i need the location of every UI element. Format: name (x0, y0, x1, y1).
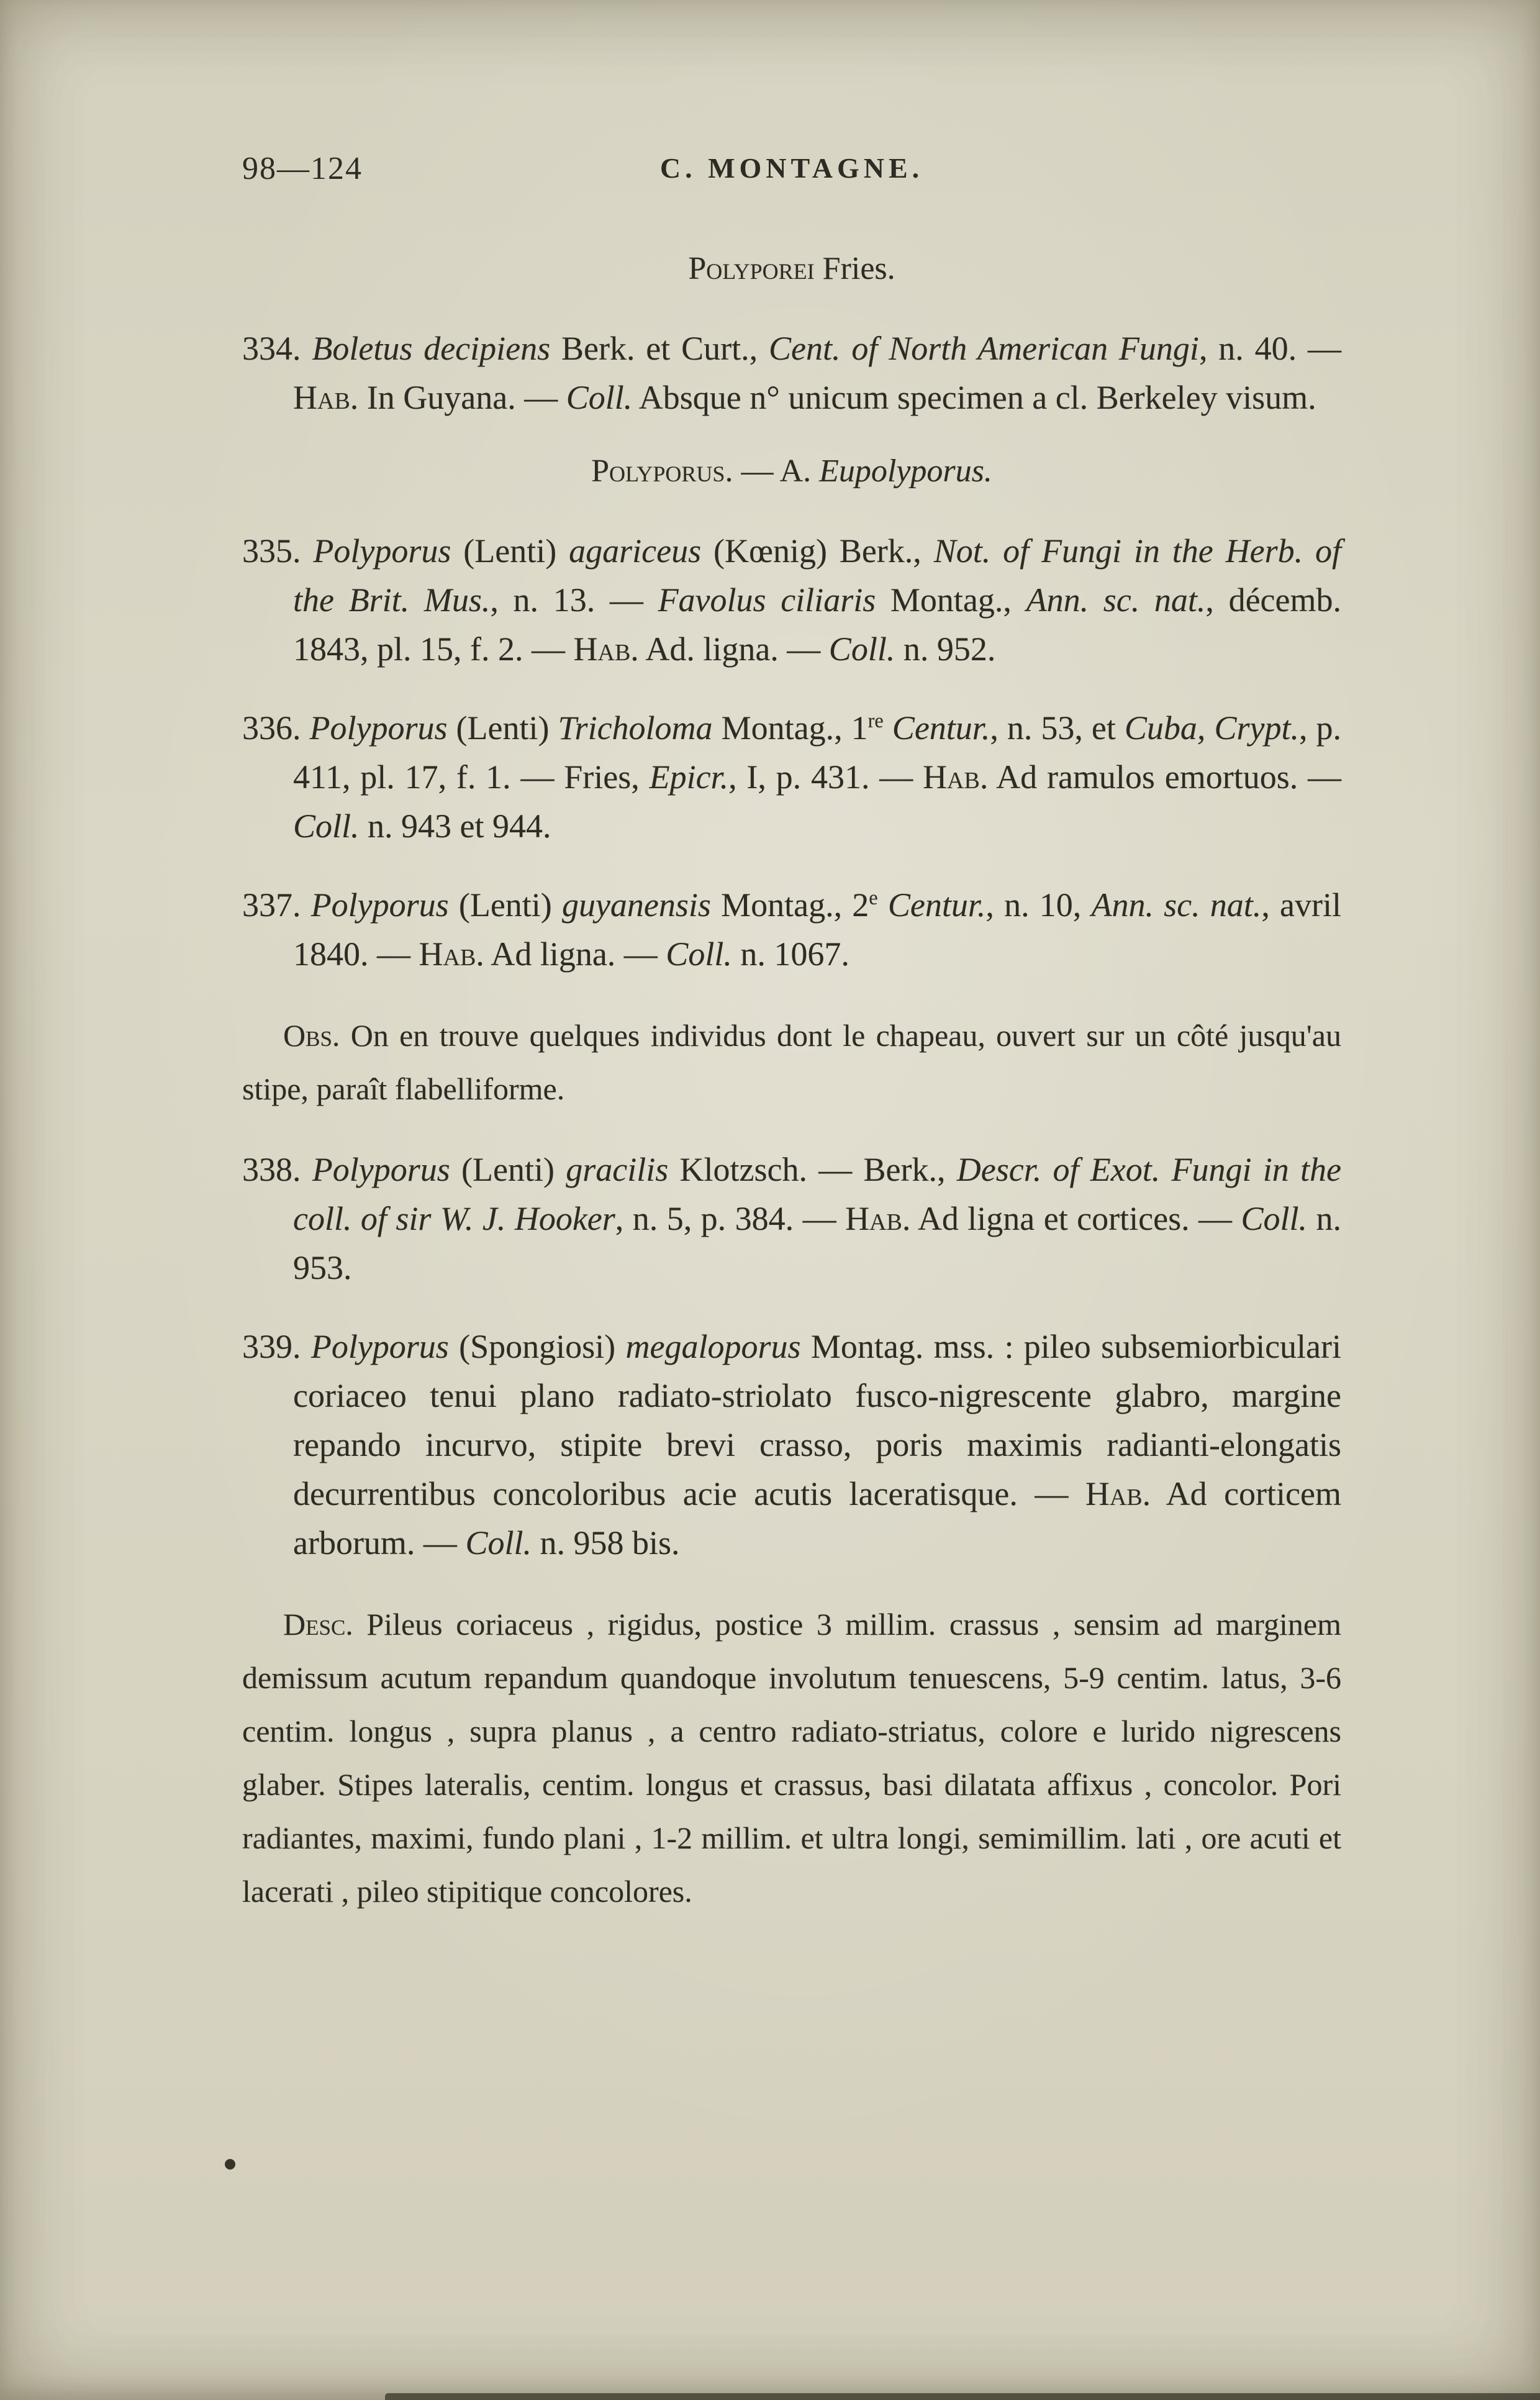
running-head: C. MONTAGNE. (659, 152, 924, 184)
text-segment: (Lenti) (458, 886, 562, 924)
text-segment: On en trouve quelques individus dont le chapeau, ouvert sur un côté jusqu'au stipe, paraît flabelliforme. (242, 1018, 1341, 1106)
text-segment (884, 709, 892, 747)
text-segment: Ann. sc. nat. (1091, 886, 1262, 924)
text-segment: Fries. (814, 251, 895, 286)
text-segment: Ann. sc. nat. (1026, 581, 1206, 619)
text-block (242, 250, 1341, 1948)
text-segment: (Lenti) (461, 1151, 566, 1188)
text-segment: Montag., (890, 581, 1026, 619)
text-segment: Berk. et Curt., (561, 330, 769, 367)
text-segment: 337. (242, 886, 311, 924)
page-header (242, 148, 1341, 191)
text-segment: Hab. (1085, 1475, 1151, 1512)
text-segment: Hab. (845, 1200, 911, 1237)
text-segment: Ad ligna. — (484, 935, 666, 973)
entry-335 (242, 527, 1341, 674)
description-note (242, 1598, 1341, 1918)
subsection-heading-polyporus (242, 452, 1341, 491)
text-segment: Hab. (923, 758, 989, 796)
observation-note (242, 1009, 1341, 1116)
text-segment: (Kœnig) Berk., (713, 532, 934, 570)
scan-edge-artifact (385, 2393, 1540, 2400)
text-segment: Obs. (283, 1018, 340, 1053)
text-segment: Ad ligna et cortices. — (910, 1200, 1241, 1237)
text-segment: Hab. (573, 630, 639, 668)
text-segment: , n. 5, p. 384. — (615, 1200, 846, 1237)
text-segment: n. 953. (293, 1200, 1342, 1286)
entry-336 (242, 704, 1341, 851)
text-segment: n. 958 bis. (531, 1524, 680, 1561)
text-segment: Descr. of Exot. Fungi in the coll. of sir W. J. Hooker (293, 1151, 1342, 1237)
text-segment: Cent. of North American Fungi (769, 330, 1199, 367)
text-segment: Ad ramulos emortuos. — (988, 758, 1342, 796)
text-segment: Not. of Fungi in the Herb. of the Brit. Mus. (293, 532, 1341, 619)
text-segment: , p. 411, pl. 17, f. 1. — Fries, (293, 709, 1341, 796)
text-segment: , n. 13. — (490, 581, 658, 619)
text-segment: , n. 40. — (1198, 330, 1342, 367)
text-segment: Epicr. (649, 758, 729, 796)
text-segment: Eupolyporus. (819, 453, 992, 489)
text-segment: Polyporus (310, 886, 459, 924)
text-segment: Polyporus. (591, 453, 733, 489)
text-segment: Absque n° unicum specimen a cl. Berkeley visum. (632, 379, 1316, 416)
text-segment: In Guyana. — (358, 379, 566, 416)
text-segment: megaloporus (625, 1328, 811, 1365)
text-segment: Pileus coriaceus , rigidus, postice 3 millim. crassus , sensim ad marginem demissum acutum repandum quandoque involutum tenuescens, 5-9 centim. latus, 3-6 centim. longus , supra planus , a centro radiato-striatus, colore e lurido nigrescens glaber. Stipes lateralis, centim. longus et crassus, basi dilatata affixus , concolor. Pori radiantes, maximi, fundo plani , 1-2 millim. et ultra longi, semimillim. lati , ore acuti et lacerati , pileo stipitique concolores. (242, 1607, 1341, 1909)
text-segment: , décemb. 1843, pl. 15, f. 2. — (293, 581, 1341, 668)
text-segment (878, 886, 888, 924)
text-segment: 338. (242, 1151, 312, 1188)
text-segment: , n. 10, (985, 886, 1092, 924)
scan-artifact-dot (225, 2159, 235, 2170)
text-segment: (Spongiosi) (459, 1328, 626, 1365)
text-segment: (Lenti) (456, 709, 558, 747)
text-segment: n. 1067. (732, 935, 849, 973)
text-segment: Polyporus (313, 532, 464, 570)
text-segment: gracilis (566, 1151, 680, 1188)
text-segment: Polyporei (688, 251, 815, 286)
text-segment: , n. 53, et (990, 709, 1125, 747)
entry-338 (242, 1145, 1341, 1293)
text-segment: , I, p. 431. — (728, 758, 923, 796)
section-heading-polyporei (242, 250, 1341, 288)
text-segment: Coll. (465, 1524, 532, 1561)
text-segment: Tricholoma (558, 709, 722, 747)
text-segment: Desc. (283, 1607, 353, 1642)
text-segment: Coll. (666, 935, 732, 973)
text-segment: Cuba, Crypt. (1124, 709, 1299, 747)
text-segment: Coll. (293, 807, 360, 845)
text-segment: Montag. mss. : pileo subsemiorbiculari coriaceo tenui plano radiato-striolato fusco-nigrescente glabro, margine repando incurvo, stipite brevi crasso, poris maximis radianti-elongatis decurrentibus concoloribus acie acutis laceratisque. — (293, 1328, 1341, 1512)
text-segment: agariceus (569, 532, 713, 570)
text-segment: — A. (733, 453, 820, 489)
text-segment: Polyporus (309, 709, 456, 747)
text-segment: Polyporus (310, 1328, 460, 1365)
text-segment: Coll. (566, 379, 633, 416)
text-segment: , avril 1840. — (293, 886, 1341, 973)
text-segment: guyanensis (561, 886, 722, 924)
text-segment: Montag., 2 (721, 886, 869, 924)
text-segment: e (869, 887, 878, 909)
text-segment: (Lenti) (463, 532, 569, 570)
text-segment: Coll. (828, 630, 895, 668)
text-segment: 334. (242, 330, 312, 367)
text-segment: Ad corticem arborum. — (293, 1475, 1341, 1561)
text-segment: Centur. (892, 709, 990, 747)
text-segment: Montag., 1 (721, 709, 868, 747)
text-segment: 336. (242, 709, 310, 747)
entry-334 (242, 324, 1341, 422)
entry-339 (242, 1322, 1341, 1568)
page-number: 98—124 (242, 151, 363, 186)
entry-337 (242, 881, 1341, 979)
text-segment: Coll. (1241, 1200, 1308, 1237)
text-segment: Favolus ciliaris (658, 581, 890, 619)
text-segment: Centur. (887, 886, 986, 924)
text-segment: 335. (242, 532, 314, 570)
text-segment: Boletus decipiens (312, 330, 561, 367)
text-segment: re (867, 710, 884, 732)
text-segment: n. 952. (895, 630, 996, 668)
text-segment: 339. (242, 1328, 311, 1365)
text-segment: Polyporus (312, 1151, 462, 1188)
text-segment: Klotzsch. — Berk., (679, 1151, 957, 1188)
text-segment: Ad. ligna. — (638, 630, 829, 668)
text-segment: Hab. (419, 935, 484, 973)
text-segment: n. 943 et 944. (359, 807, 551, 845)
text-segment: Hab. (293, 379, 359, 416)
